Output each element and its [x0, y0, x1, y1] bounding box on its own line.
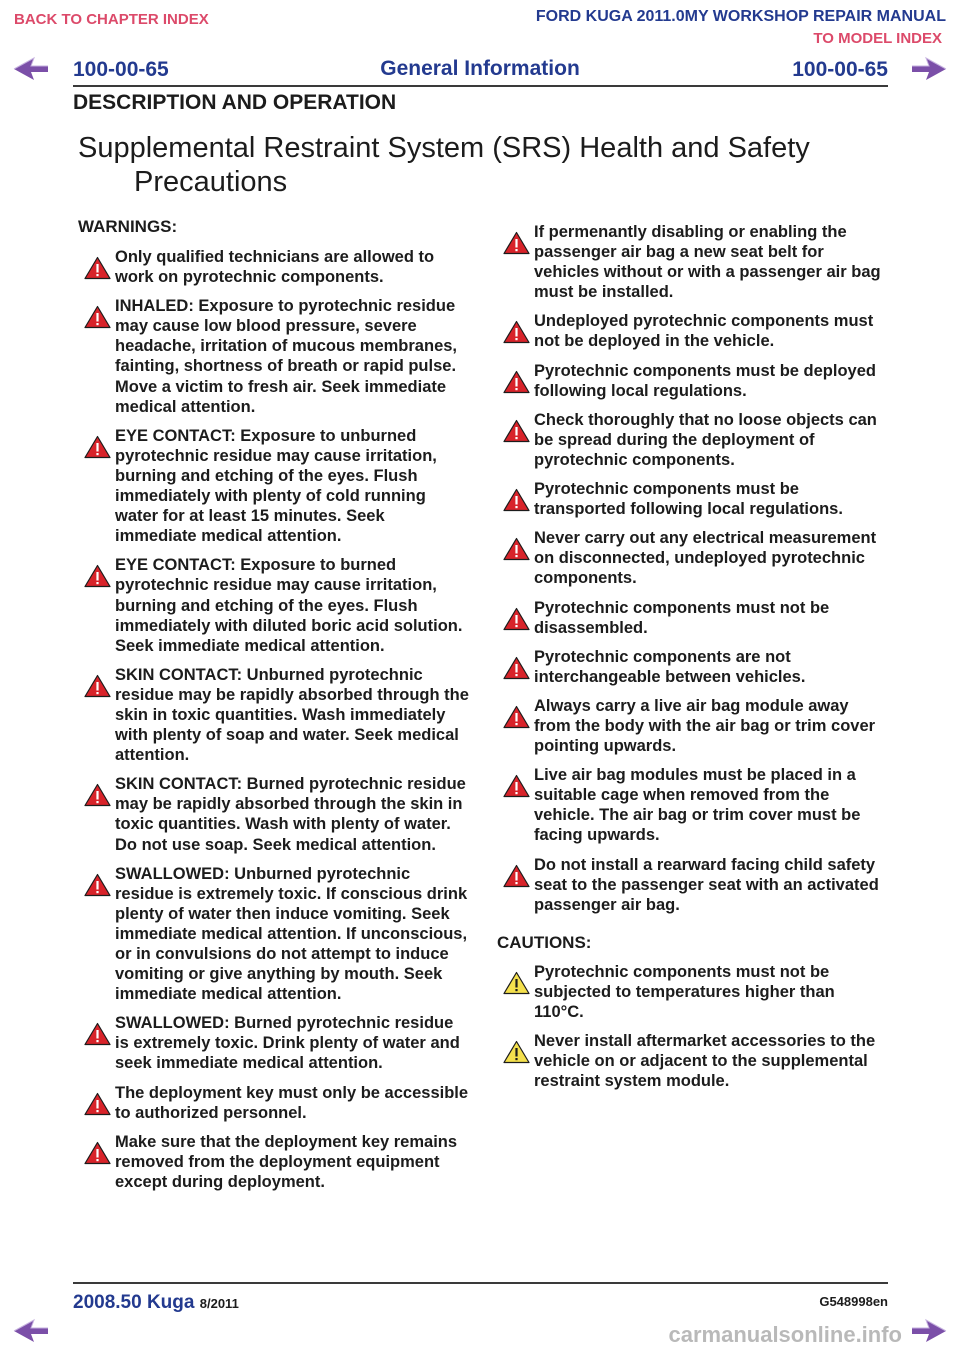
warning-item	[497, 479, 889, 519]
section-title: General Information	[380, 57, 580, 80]
document-title-line2: Precautions	[134, 166, 288, 198]
warning-item	[78, 296, 470, 417]
warning-item	[78, 774, 470, 854]
warning-text: Never carry out any electrical measurement on disconnected, undeployed pyrotechnic components.	[534, 529, 877, 588]
warning-item	[497, 222, 889, 302]
warnings-heading: WARNINGS:	[78, 217, 178, 236]
warning-triangle-icon	[503, 370, 530, 394]
cautions-heading: CAUTIONS:	[497, 932, 592, 952]
warning-text: SWALLOWED: Unburned pyrotechnic residue is extremely toxic. If conscious drink plenty of water then induce vomiting. Seek immediate medical attention. If unconscious, or in convulsions do not attempt to induce vomiting or give anything by mouth. Seek immediate medical attention.	[115, 864, 468, 1004]
subsection-heading: DESCRIPTION AND OPERATION	[73, 91, 397, 114]
footer-model-name: 2008.50 Kuga	[73, 1292, 195, 1313]
warning-text: Undeployed pyrotechnic components must not be deployed in the vehicle.	[534, 312, 874, 351]
right-column	[497, 222, 889, 1100]
warning-text: EYE CONTACT: Exposure to burned pyrotechnic residue may cause irritation, burning and etching of the eyes. Flush immediately with diluted boric acid solution. Seek immediate medical attention.	[115, 556, 463, 655]
page-number-left: 100-00-65	[73, 58, 169, 81]
warning-text: Only qualified technicians are allowed to work on pyrotechnic components.	[115, 248, 435, 287]
caution-list	[497, 962, 889, 1092]
left-warning-list	[78, 247, 470, 1192]
warning-item	[78, 1083, 470, 1123]
caution-item	[497, 1031, 889, 1091]
warning-triangle-icon	[503, 419, 530, 443]
previous-page-arrow-icon-bottom[interactable]	[12, 1318, 50, 1344]
warning-item	[78, 1013, 470, 1073]
warning-item	[497, 361, 889, 401]
warning-text: Check thoroughly that no loose objects can be spread during the deployment of pyrotechnic components.	[534, 410, 877, 469]
left-column	[78, 217, 470, 1201]
warning-triangle-icon	[503, 607, 530, 631]
header-rule	[73, 85, 888, 87]
warning-item	[497, 598, 889, 638]
warning-triangle-icon	[84, 674, 111, 698]
warning-triangle-icon	[503, 705, 530, 729]
right-warning-list	[497, 222, 889, 915]
warning-item	[497, 410, 889, 470]
warning-triangle-icon	[503, 488, 530, 512]
warning-item	[78, 665, 470, 765]
warning-triangle-icon	[84, 783, 111, 807]
warning-triangle-icon	[84, 256, 111, 280]
warning-triangle-icon	[503, 537, 530, 561]
warning-triangle-icon	[503, 320, 530, 344]
warning-triangle-icon	[503, 656, 530, 680]
warning-text: If permenantly disabling or enabling the passenger air bag a new seat belt for vehicles without or with a passenger air bag must be installed.	[534, 223, 881, 302]
warning-text: Live air bag modules must be placed in a suitable cage when removed from the vehicle. The air bag or trim cover must be facing upwards.	[534, 766, 861, 845]
warning-item	[497, 647, 889, 687]
watermark-text: carmanualsonline.info	[668, 1322, 902, 1347]
warning-text: Always carry a live air bag module away from the body with the air bag or trim cover pointing upwards.	[534, 696, 876, 756]
warning-text: SKIN CONTACT: Unburned pyrotechnic residue may be rapidly absorbed through the skin in toxic quantities. Wash immediately with plenty of soap and water. Seek medical attention.	[115, 665, 469, 765]
page-number-right: 100-00-65	[792, 58, 888, 81]
back-to-chapter-index-link[interactable]: BACK TO CHAPTER INDEX	[14, 11, 209, 28]
manual-title: FORD KUGA 2011.0MY WORKSHOP REPAIR MANUAL	[535, 8, 946, 25]
warning-triangle-icon	[84, 1141, 111, 1165]
warning-item	[497, 696, 889, 756]
warning-text: EYE CONTACT: Exposure to unburned pyrotechnic residue may cause irritation, burning and etching of the eyes. Flush immediately with plenty of cold running water for at least 15 minutes. Seek immediate medical attention.	[115, 426, 437, 546]
warning-text: Pyrotechnic components are not interchangeable between vehicles.	[534, 647, 806, 686]
document-title-line1: Supplemental Restraint System (SRS) Health and Safety	[78, 132, 810, 164]
warning-item	[497, 311, 889, 351]
next-page-arrow-icon-bottom[interactable]	[910, 1318, 948, 1344]
warning-item	[78, 247, 470, 287]
warning-text: INHALED: Exposure to pyrotechnic residue may cause low blood pressure, severe headache, irritation of mucous membranes, fainting, shortness of breath or rapid pulse. Move a victim to fresh air. Seek immediate medical attention.	[115, 297, 458, 416]
footer-date: 8/2011	[199, 1296, 239, 1311]
caution-triangle-icon	[503, 1040, 530, 1064]
warning-text: The deployment key must only be accessible to authorized personnel.	[115, 1083, 469, 1122]
warning-triangle-icon	[84, 564, 111, 588]
warning-triangle-icon	[503, 864, 530, 888]
warning-triangle-icon	[84, 305, 111, 329]
warning-triangle-icon	[84, 1092, 111, 1116]
warning-text: SKIN CONTACT: Burned pyrotechnic residue may be rapidly absorbed through the skin in toxic quantities. Wash with plenty of water. Do not use soap. Seek medical attention.	[115, 775, 466, 854]
warning-triangle-icon	[84, 873, 111, 897]
caution-item	[497, 962, 889, 1022]
to-model-index-link[interactable]: TO MODEL INDEX	[813, 30, 942, 47]
warning-text: Pyrotechnic components must be transported following local regulations.	[534, 480, 843, 519]
warning-text: Make sure that the deployment key remains removed from the deployment equipment except during deployment.	[115, 1132, 458, 1191]
warning-text: SWALLOWED: Burned pyrotechnic residue is extremely toxic. Drink plenty of water and seek immediate medical attention.	[115, 1014, 460, 1073]
warning-item	[78, 1132, 470, 1192]
warning-item	[497, 528, 889, 588]
caution-text: Never install aftermarket accessories to the vehicle on or adjacent to the supplemental restraint system module.	[534, 1032, 876, 1091]
warning-triangle-icon	[84, 1022, 111, 1046]
warning-text: Do not install a rearward facing child safety seat to the passenger seat with an activated passenger air bag.	[534, 855, 879, 914]
warning-triangle-icon	[503, 231, 530, 255]
warning-text: Pyrotechnic components must be deployed following local regulations.	[534, 361, 876, 400]
warning-item	[78, 555, 470, 655]
warning-triangle-icon	[84, 435, 111, 459]
footer-model	[73, 1292, 239, 1314]
warning-item	[78, 864, 470, 1005]
warning-triangle-icon	[503, 774, 530, 798]
warning-item	[78, 426, 470, 547]
caution-text: Pyrotechnic components must not be subjected to temperatures higher than 110°C.	[534, 962, 835, 1021]
footer-reference: G548998en	[819, 1294, 888, 1309]
caution-triangle-icon	[503, 971, 530, 995]
warning-item	[497, 765, 889, 845]
warning-item	[497, 855, 889, 915]
warning-text: Pyrotechnic components must not be disassembled.	[534, 598, 830, 637]
footer-rule	[73, 1282, 888, 1284]
